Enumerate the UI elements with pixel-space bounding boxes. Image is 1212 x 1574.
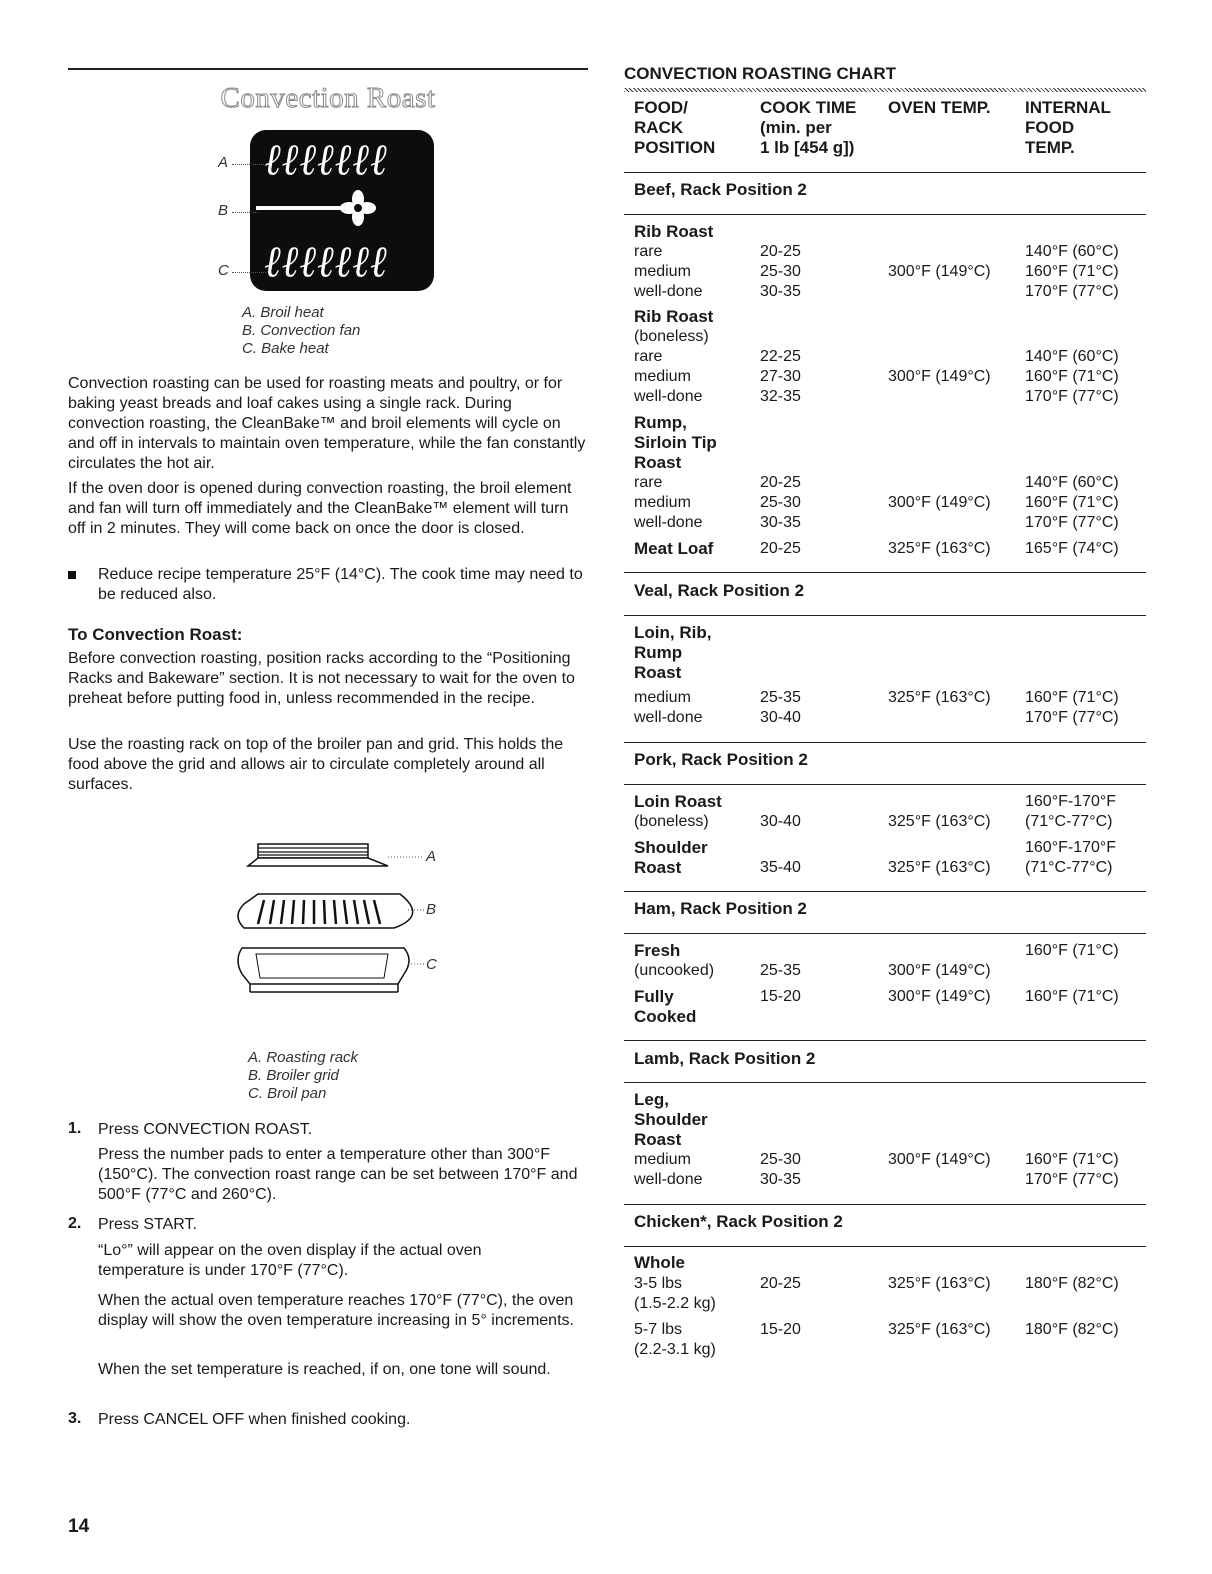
row-food: (boneless) bbox=[634, 328, 709, 345]
row-oven-temp: 300°F (149°C) bbox=[888, 368, 991, 385]
chart-rule bbox=[624, 891, 1146, 892]
row-internal-temp: 160°F-170°F bbox=[1025, 793, 1117, 810]
row-oven-temp: 300°F (149°C) bbox=[888, 494, 991, 511]
section-heading: Veal, Rack Position 2 bbox=[634, 581, 805, 600]
header-oven-temp: OVEN TEMP. bbox=[888, 98, 991, 117]
step-detail: Press the number pads to enter a temperature other than 300°F (150°C). The convection roast range can be set between 170°F and 500°F (77°C and 260°C). bbox=[98, 1146, 578, 1203]
row-internal-temp: 170°F (77°C) bbox=[1025, 283, 1119, 300]
row-food: well-done bbox=[634, 709, 703, 726]
row-cook-time: 30-35 bbox=[760, 283, 801, 300]
row-food: Whole bbox=[634, 1253, 685, 1272]
row-food: medium bbox=[634, 494, 691, 511]
chart-rule bbox=[624, 742, 1146, 743]
step-title: Press START. bbox=[98, 1216, 197, 1233]
section-heading: Lamb, Rack Position 2 bbox=[634, 1049, 816, 1068]
chart-rule bbox=[624, 615, 1146, 616]
bake-element-icon: ℓℓℓℓℓℓℓ bbox=[264, 236, 388, 288]
instructions-paragraph-2 bbox=[68, 735, 588, 795]
row-internal-temp: 170°F (77°C) bbox=[1025, 514, 1119, 531]
pan-label-c: C bbox=[426, 956, 437, 973]
row-cook-time: 20-25 bbox=[760, 243, 801, 260]
row-food: medium bbox=[634, 1151, 691, 1168]
row-food: (uncooked) bbox=[634, 962, 715, 979]
chart-rule bbox=[624, 572, 1146, 573]
row-oven-temp: 300°F (149°C) bbox=[888, 962, 991, 979]
header-cook-time: COOK TIME (min. per 1 lb [454 g]) bbox=[760, 98, 857, 157]
step-detail: “Lo°” will appear on the oven display if the actual oven temperature is under 170°F (77°C). bbox=[98, 1242, 482, 1279]
section-heading: Ham, Rack Position 2 bbox=[634, 899, 807, 918]
section-top-rule bbox=[68, 68, 588, 70]
row-cook-time: 30-35 bbox=[760, 514, 801, 531]
row-food: well-done bbox=[634, 1171, 703, 1188]
step-detail: When the actual oven temperature reaches 170°F (77°C), the oven display will show the oven temperature increasing in 5° increments. bbox=[98, 1292, 574, 1329]
row-oven-temp: 325°F (163°C) bbox=[888, 1275, 991, 1292]
row-food: Rump, Sirloin Tip Roast bbox=[634, 413, 717, 472]
row-cook-time: 20-25 bbox=[760, 474, 801, 491]
step-detail: When the set temperature is reached, if on, one tone will sound. bbox=[98, 1361, 551, 1378]
row-food: rare bbox=[634, 474, 663, 491]
intro-text-2: If the oven door is opened during convection roasting, the broil element and fan will turn off immediately and the CleanBake™ element will turn off in 2 minutes. They will come back on once the door is closed. bbox=[68, 480, 572, 537]
row-internal-temp: (71°C-77°C) bbox=[1025, 859, 1113, 876]
row-cook-time: 30-40 bbox=[760, 709, 801, 726]
row-internal-temp: 160°F (71°C) bbox=[1025, 988, 1119, 1005]
row-oven-temp: 300°F (149°C) bbox=[888, 263, 991, 280]
oven-cavity bbox=[250, 130, 434, 291]
oven-caption-b: B. Convection fan bbox=[242, 322, 361, 339]
section-heading: Pork, Rack Position 2 bbox=[634, 750, 808, 769]
oven-label-a: A bbox=[218, 154, 229, 171]
row-food: well-done bbox=[634, 514, 703, 531]
row-food: well-done bbox=[634, 283, 703, 300]
row-internal-temp: 180°F (82°C) bbox=[1025, 1275, 1119, 1292]
row-oven-temp: 325°F (163°C) bbox=[888, 689, 991, 706]
bullet-item bbox=[68, 565, 588, 605]
oven-leader-a bbox=[232, 164, 266, 165]
row-cook-time: 25-35 bbox=[760, 689, 801, 706]
row-cook-time: 30-35 bbox=[760, 1171, 801, 1188]
step-title: Press CANCEL OFF when finished cooking. bbox=[98, 1411, 411, 1428]
row-oven-temp: 325°F (163°C) bbox=[888, 813, 991, 830]
row-food: Shoulder bbox=[634, 838, 708, 857]
row-oven-temp: 325°F (163°C) bbox=[888, 540, 991, 557]
row-internal-temp: 165°F (74°C) bbox=[1025, 540, 1119, 557]
row-food: Fresh bbox=[634, 941, 681, 960]
row-cook-time: 35-40 bbox=[760, 859, 801, 876]
broil-element-icon: ℓℓℓℓℓℓℓ bbox=[264, 134, 388, 186]
chart-title: CONVECTION ROASTING CHART bbox=[624, 64, 896, 83]
pan-caption-a: A. Roasting rack bbox=[248, 1049, 359, 1066]
row-food: medium bbox=[634, 263, 691, 280]
row-food: medium bbox=[634, 368, 691, 385]
row-cook-time: 15-20 bbox=[760, 988, 801, 1005]
chart-rule bbox=[624, 1040, 1146, 1041]
chart-rule bbox=[624, 172, 1146, 173]
intro-paragraph-2 bbox=[68, 479, 588, 539]
oven-label-b: B bbox=[218, 202, 229, 219]
row-food: Loin, Rib, Rump Roast bbox=[634, 623, 712, 682]
bullet-square-icon bbox=[68, 571, 76, 579]
broil-pan-illustration bbox=[228, 836, 428, 1006]
row-cook-time: 20-25 bbox=[760, 1275, 801, 1292]
page-number: 14 bbox=[68, 1516, 90, 1537]
row-cook-time: 25-30 bbox=[760, 263, 801, 280]
intro-paragraph-1 bbox=[68, 374, 588, 474]
row-internal-temp: 160°F (71°C) bbox=[1025, 263, 1119, 280]
pan-caption-c: C. Broil pan bbox=[248, 1085, 327, 1102]
row-food: medium bbox=[634, 689, 691, 706]
row-internal-temp: 160°F (71°C) bbox=[1025, 1151, 1119, 1168]
chart-rule bbox=[624, 1082, 1146, 1083]
row-food: 3-5 lbs (1.5-2.2 kg) bbox=[634, 1275, 716, 1312]
pan-label-a: A bbox=[426, 848, 437, 865]
oven-caption-c: C. Bake heat bbox=[242, 340, 329, 357]
row-food: rare bbox=[634, 243, 663, 260]
chart-top-rule bbox=[624, 88, 1146, 92]
instructions-text-2: Use the roasting rack on top of the broiler pan and grid. This holds the food above the grid and allows air to circulate completely around all surfaces. bbox=[68, 736, 564, 793]
chart-rule bbox=[624, 933, 1146, 934]
row-food: Loin Roast bbox=[634, 792, 722, 811]
instructions-paragraph-1 bbox=[68, 649, 588, 709]
oven-caption-a: A. Broil heat bbox=[242, 304, 324, 321]
row-cook-time: 25-35 bbox=[760, 962, 801, 979]
step-number: 2. bbox=[68, 1215, 82, 1232]
row-internal-temp: 160°F (71°C) bbox=[1025, 494, 1119, 511]
row-oven-temp: 300°F (149°C) bbox=[888, 1151, 991, 1168]
row-food: Rib Roast bbox=[634, 307, 714, 326]
row-food: Roast bbox=[634, 858, 682, 877]
row-food: Leg, Shoulder Roast bbox=[634, 1090, 708, 1149]
oven-leader-b bbox=[232, 212, 258, 213]
oven-label-c: C bbox=[218, 262, 229, 279]
row-internal-temp: 170°F (77°C) bbox=[1025, 1171, 1119, 1188]
intro-text-1: Convection roasting can be used for roasting meats and poultry, or for baking yeast breads and loaf cakes using a single rack. During convection roasting, the CleanBake™ and broil elements will cycle on and off in intervals to maintain oven temperature, while the fan constantly circulates the hot air. bbox=[68, 375, 586, 472]
row-internal-temp: 140°F (60°C) bbox=[1025, 348, 1119, 365]
row-internal-temp: (71°C-77°C) bbox=[1025, 813, 1113, 830]
fan-shaft bbox=[256, 206, 348, 210]
row-internal-temp: 170°F (77°C) bbox=[1025, 709, 1119, 726]
row-oven-temp: 300°F (149°C) bbox=[888, 988, 991, 1005]
step-number: 3. bbox=[68, 1410, 82, 1427]
section-title: Convection Roast bbox=[220, 82, 436, 114]
row-internal-temp: 160°F (71°C) bbox=[1025, 689, 1119, 706]
row-cook-time: 27-30 bbox=[760, 368, 801, 385]
row-cook-time: 25-30 bbox=[760, 1151, 801, 1168]
row-internal-temp: 180°F (82°C) bbox=[1025, 1321, 1119, 1338]
section-heading: Beef, Rack Position 2 bbox=[634, 180, 807, 199]
row-food: well-done bbox=[634, 388, 703, 405]
step-title: Press CONVECTION ROAST. bbox=[98, 1121, 313, 1138]
row-cook-time: 25-30 bbox=[760, 494, 801, 511]
bullet-text: Reduce recipe temperature 25°F (14°C). The cook time may need to be reduced also. bbox=[98, 566, 583, 603]
row-oven-temp: 325°F (163°C) bbox=[888, 1321, 991, 1338]
oven-leader-c bbox=[232, 272, 266, 273]
row-internal-temp: 170°F (77°C) bbox=[1025, 388, 1119, 405]
row-cook-time: 32-35 bbox=[760, 388, 801, 405]
row-cook-time: 22-25 bbox=[760, 348, 801, 365]
header-internal-temp: INTERNAL FOOD TEMP. bbox=[1025, 98, 1111, 157]
chart-rule bbox=[624, 1246, 1146, 1247]
instructions-text-1: Before convection roasting, position racks according to the “Positioning Racks and Bakeware” section. It is not necessary to wait for the oven to preheat before putting food in, unless recommended in the recipe. bbox=[68, 650, 575, 707]
step-number: 1. bbox=[68, 1120, 82, 1137]
row-food: (boneless) bbox=[634, 813, 709, 830]
row-food: rare bbox=[634, 348, 663, 365]
row-internal-temp: 140°F (60°C) bbox=[1025, 243, 1119, 260]
convection-fan-icon bbox=[340, 190, 376, 226]
row-oven-temp: 325°F (163°C) bbox=[888, 859, 991, 876]
row-cook-time: 30-40 bbox=[760, 813, 801, 830]
chart-rule bbox=[624, 1204, 1146, 1205]
pan-caption-b: B. Broiler grid bbox=[248, 1067, 339, 1084]
pan-label-b: B bbox=[426, 901, 437, 918]
row-internal-temp: 160°F (71°C) bbox=[1025, 368, 1119, 385]
header-food: FOOD/ RACK POSITION bbox=[634, 98, 716, 157]
row-food: Fully Cooked bbox=[634, 987, 697, 1026]
subheading: To Convection Roast: bbox=[68, 625, 243, 644]
row-cook-time: 20-25 bbox=[760, 540, 801, 557]
row-internal-temp: 160°F-170°F bbox=[1025, 839, 1117, 856]
section-heading: Chicken*, Rack Position 2 bbox=[634, 1212, 843, 1231]
row-food: 5-7 lbs (2.2-3.1 kg) bbox=[634, 1321, 716, 1358]
chart-rule bbox=[624, 784, 1146, 785]
row-internal-temp: 160°F (71°C) bbox=[1025, 942, 1119, 959]
row-food: Rib Roast bbox=[634, 222, 714, 241]
row-food: Meat Loaf bbox=[634, 539, 714, 558]
chart-rule bbox=[624, 214, 1146, 215]
row-cook-time: 15-20 bbox=[760, 1321, 801, 1338]
row-internal-temp: 140°F (60°C) bbox=[1025, 474, 1119, 491]
